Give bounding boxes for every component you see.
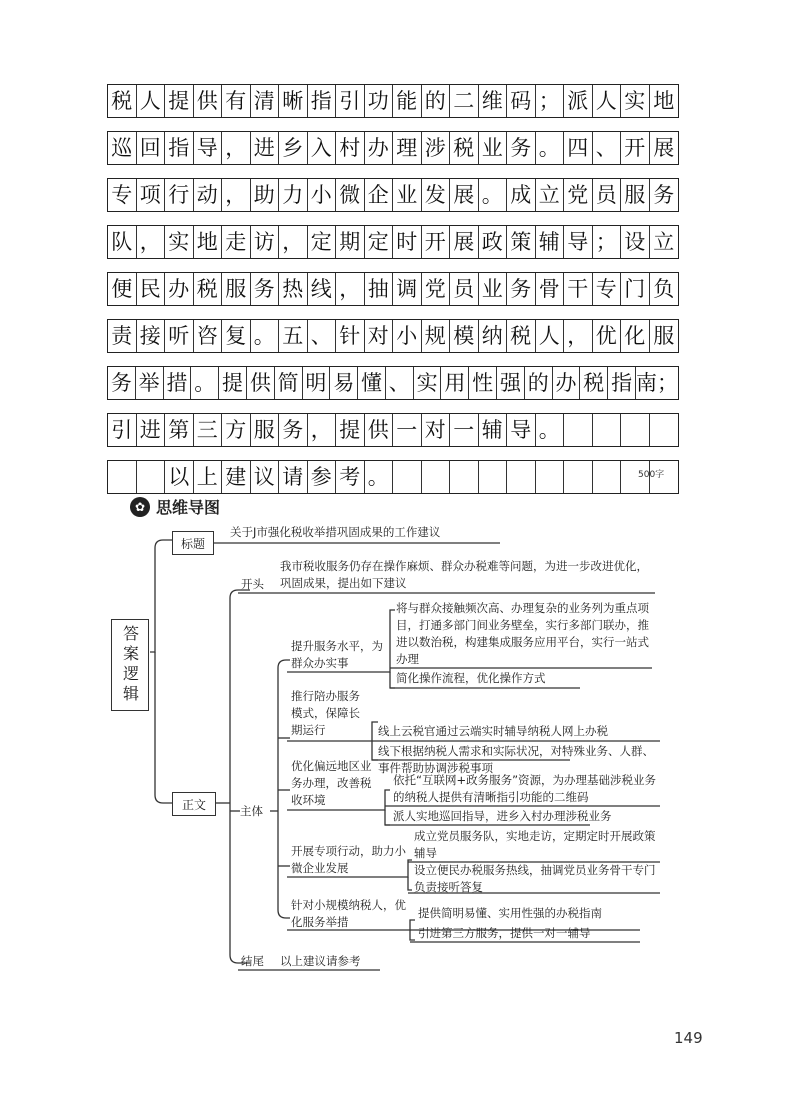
point-2-label: 推行陪办服务模式，保障长期运行 [291, 689, 360, 737]
point-2-detail-2: 线下根据纳税人需求和实际状况，对特殊业务、人群、事件帮助协调涉税事项 [378, 744, 654, 775]
grid-cell: 务 [279, 414, 308, 446]
grid-cell: 走 [222, 226, 251, 258]
grid-cell: 项 [137, 179, 166, 211]
grid-cell: 举 [136, 367, 164, 399]
grid-cell: 指 [165, 132, 194, 164]
end-label: 结尾 [241, 954, 264, 968]
grid-cell: 一 [393, 414, 422, 446]
grid-cell: 导 [507, 414, 536, 446]
grid-cell: 小 [308, 179, 337, 211]
grid-cell: 服 [621, 179, 650, 211]
grid-cell: 动 [194, 179, 223, 211]
grid-cell: 。 [365, 461, 394, 493]
grid-cell: 方 [222, 414, 251, 446]
point-4-label: 开展专项行动，助力小微企业发展 [291, 844, 406, 875]
grid-cell: 展 [653, 135, 675, 160]
grid-cell: 以 [165, 461, 194, 493]
main-label: 主体 [240, 804, 263, 818]
grid-cell: 易 [330, 367, 358, 399]
grid-cell: 。 [536, 414, 565, 446]
grid-cell: 村 [336, 132, 365, 164]
grid-cell: 、 [386, 367, 414, 399]
point-3-detail-2: 派人实地巡回指导，进乡入村办理涉税业务 [393, 809, 612, 823]
grid-cell: 巡 [108, 132, 137, 164]
grid-cell: 务 [108, 367, 136, 399]
grid-cell: 小 [393, 320, 422, 352]
grid-cell: 提 [165, 85, 194, 117]
grid-cell: 能 [393, 85, 422, 117]
grid-cell: ， [279, 226, 308, 258]
grid-cell: 上 [194, 461, 223, 493]
grid-cell: 门 [621, 273, 650, 305]
grid-cell: 人 [137, 85, 166, 117]
grid-cell: 进 [137, 414, 166, 446]
grid-cell: ， [222, 132, 251, 164]
grid-cell: 税 [507, 320, 536, 352]
grid-cell: 第 [165, 414, 194, 446]
grid-cell: 调 [393, 273, 422, 305]
grid-cell: 人 [536, 320, 565, 352]
open-text: 我市税收服务仍存在操作麻烦、群众办税难等问题，为进一步改进优化，巩固成果，提出如下建议 [280, 559, 648, 590]
grid-cell: ； [536, 85, 565, 117]
grid-cell: 服 [653, 323, 675, 348]
grid-cell: 访 [251, 226, 280, 258]
grid-cell: ， [336, 273, 365, 305]
grid-cell: 规 [422, 320, 451, 352]
grid-cell: 清 [251, 85, 280, 117]
grid-cell: 地 [194, 226, 223, 258]
grid-cell: 化 [621, 320, 650, 352]
grid-cell: 供 [247, 367, 275, 399]
grid-cell: 骨 [536, 273, 565, 305]
grid-cell: 提 [336, 414, 365, 446]
grid-cell: 。 [251, 320, 280, 352]
grid-cell: 议 [251, 461, 280, 493]
grid-cell: 抽 [365, 273, 394, 305]
grid-cell: 开 [422, 226, 451, 258]
grid-cell: 业 [479, 132, 508, 164]
grid-cell: 入 [308, 132, 337, 164]
grid-cell: 税 [108, 85, 137, 117]
point-1-detail-1: 将与群众接触频次高、办理复杂的业务列为重点项目，打通多部门间业务壁垒，实行多部门联办，推进以数治税，构建集成服务应用平台，实行一站式办理 [396, 601, 649, 666]
grid-cell: 指 [608, 367, 636, 399]
grid-cell: 人 [593, 85, 622, 117]
word-count: 500字 [638, 470, 665, 480]
grid-cell: 期 [336, 226, 365, 258]
grid-cell: 对 [422, 414, 451, 446]
grid-cell: 开 [621, 132, 650, 164]
grid-cell: 办 [365, 132, 394, 164]
page-number: 149 [674, 1029, 703, 1047]
grid-cell: 有 [222, 85, 251, 117]
grid-cell: 立 [536, 179, 565, 211]
grid-cell: 行 [165, 179, 194, 211]
grid-cell: 强 [497, 367, 525, 399]
grid-cell: 针 [336, 320, 365, 352]
grid-cell: 实 [621, 85, 650, 117]
grid-cell: 队 [108, 226, 137, 258]
grid-cell: 党 [564, 179, 593, 211]
grid-cell: 服 [222, 273, 251, 305]
grid-cell: 接 [137, 320, 166, 352]
grid-cell: 、 [308, 320, 337, 352]
grid-cell: 立 [653, 229, 675, 254]
grid-cell: 税 [580, 367, 608, 399]
grid-cell: 办 [165, 273, 194, 305]
point-4-detail-1: 成立党员服务队，实地走访，定期定时开展政策辅导 [414, 829, 656, 860]
grid-cell: ， [137, 226, 166, 258]
grid-cell: 性 [469, 367, 497, 399]
grid-cell: 指 [308, 85, 337, 117]
grid-cell: 的 [525, 367, 553, 399]
point-5-detail-2: 引进第三方服务，提供一对一辅导 [418, 926, 591, 940]
grid-cell: 用 [441, 367, 469, 399]
grid-cell: 措 [164, 367, 192, 399]
point-3-label: 优化偏远地区业务办理，改善税收环境 [291, 759, 372, 807]
grid-cell: 线 [308, 273, 337, 305]
grid-cell: 务 [507, 273, 536, 305]
end-text: 以上建议请参考 [280, 954, 361, 968]
grid-cell: 三 [194, 414, 223, 446]
grid-cell: 定 [365, 226, 394, 258]
grid-cell: 时 [393, 226, 422, 258]
grid-cell: 简 [275, 367, 303, 399]
mindmap-badge-icon: ✿ [130, 497, 150, 517]
grid-cell: 南； [636, 370, 678, 395]
grid-cell: 服 [251, 414, 280, 446]
grid-cell: 业 [393, 179, 422, 211]
grid-cell: 便 [108, 273, 137, 305]
grid-cell: 导 [564, 226, 593, 258]
grid-cell: 引 [336, 85, 365, 117]
grid-cell: 专 [593, 273, 622, 305]
point-3-detail-1: 依托“互联网+政务服务”资源，为办理基础涉税业务的纳税人提供有清晰指引功能的二维码 [393, 773, 657, 804]
grid-cell: 策 [507, 226, 536, 258]
grid-cell: 四 [564, 132, 593, 164]
grid-cell: 功 [365, 85, 394, 117]
grid-cell: 晰 [279, 85, 308, 117]
grid-cell: 的 [422, 85, 451, 117]
root-node: 答案逻辑 [111, 619, 149, 711]
grid-cell: 一 [450, 414, 479, 446]
grid-cell: ， [222, 179, 251, 211]
grid-cell: 提 [219, 367, 247, 399]
grid-cell: 展 [450, 226, 479, 258]
grid-cell: 办 [553, 367, 581, 399]
grid-cell: 模 [450, 320, 479, 352]
grid-cell: 辅 [479, 414, 508, 446]
grid-cell: ； [593, 226, 622, 258]
grid-cell: 辅 [536, 226, 565, 258]
open-label: 开头 [241, 577, 264, 591]
grid-cell: 引 [108, 414, 137, 446]
grid-cell: 建 [222, 461, 251, 493]
grid-cell: 企 [365, 179, 394, 211]
grid-cell: 负 [653, 276, 675, 301]
grid-cell: 五 [279, 320, 308, 352]
grid-cell: 专 [108, 179, 137, 211]
grid-cell: 。 [536, 132, 565, 164]
grid-cell: 参 [308, 461, 337, 493]
grid-cell: 实 [414, 367, 442, 399]
grid-cell: 乡 [279, 132, 308, 164]
grid-cell: 咨 [194, 320, 223, 352]
point-4-detail-2: 设立便民办税服务热线，抽调党员业务骨干专门负责接听答复 [414, 863, 656, 894]
grid-cell: 税 [194, 273, 223, 305]
point-1-detail-2: 简化操作流程，优化操作方式 [396, 671, 546, 685]
grid-cell: 政 [479, 226, 508, 258]
grid-cell: 纳 [479, 320, 508, 352]
grid-cell: 导 [194, 132, 223, 164]
grid-cell: 设 [621, 226, 650, 258]
grid-cell: 干 [564, 273, 593, 305]
grid-cell: 力 [279, 179, 308, 211]
grid-cell: 民 [137, 273, 166, 305]
grid-cell: 定 [308, 226, 337, 258]
grid-cell: 回 [137, 132, 166, 164]
grid-cell: 务 [251, 273, 280, 305]
grid-cell: 进 [251, 132, 280, 164]
grid-cell: 考 [336, 461, 365, 493]
grid-cell: 实 [165, 226, 194, 258]
grid-cell: 地 [653, 88, 675, 113]
grid-cell: 听 [165, 320, 194, 352]
grid-cell: 优 [593, 320, 622, 352]
grid-cell: 复 [222, 320, 251, 352]
body-label: 正文 [172, 792, 216, 816]
title-text: 关于J市强化税收举措巩固成果的工作建议 [230, 525, 441, 539]
grid-cell: 责 [108, 320, 137, 352]
grid-cell: 。 [479, 179, 508, 211]
grid-cell: 党 [422, 273, 451, 305]
grid-cell: 、 [593, 132, 622, 164]
grid-cell: 维 [479, 85, 508, 117]
grid-cell: 展 [450, 179, 479, 211]
grid-cell: 热 [279, 273, 308, 305]
grid-cell: 发 [422, 179, 451, 211]
point-5-detail-1: 提供简明易懂、实用性强的办税指南 [418, 906, 602, 920]
title-label: 标题 [172, 531, 214, 555]
grid-cell: 员 [593, 179, 622, 211]
grid-cell: 懂 [358, 367, 386, 399]
mindmap-title: 思维导图 [156, 498, 221, 517]
grid-cell: 成 [507, 179, 536, 211]
grid-cell: 二 [450, 85, 479, 117]
grid-cell: 码 [507, 85, 536, 117]
grid-cell: 税 [450, 132, 479, 164]
grid-cell: 务 [507, 132, 536, 164]
grid-cell: 微 [336, 179, 365, 211]
grid-cell: 涉 [422, 132, 451, 164]
grid-cell: 务 [653, 182, 675, 207]
grid-cell: 员 [450, 273, 479, 305]
grid-cell: 供 [194, 85, 223, 117]
grid-cell: 请 [279, 461, 308, 493]
grid-cell: ， [564, 320, 593, 352]
grid-cell: 对 [365, 320, 394, 352]
point-2-detail-1: 线上云税官通过云端实时辅导纳税人网上办税 [378, 724, 608, 738]
grid-cell: 供 [365, 414, 394, 446]
grid-cell: 业 [479, 273, 508, 305]
grid-cell: 。 [191, 367, 219, 399]
grid-cell: 派 [564, 85, 593, 117]
grid-cell: 明 [303, 367, 331, 399]
point-1-label: 提升服务水平，为群众办实事 [291, 639, 383, 670]
point-5-label: 针对小规模纳税人，优化服务举措 [291, 898, 406, 929]
grid-cell: ， [308, 414, 337, 446]
grid-cell: 理 [393, 132, 422, 164]
grid-cell: 助 [251, 179, 280, 211]
